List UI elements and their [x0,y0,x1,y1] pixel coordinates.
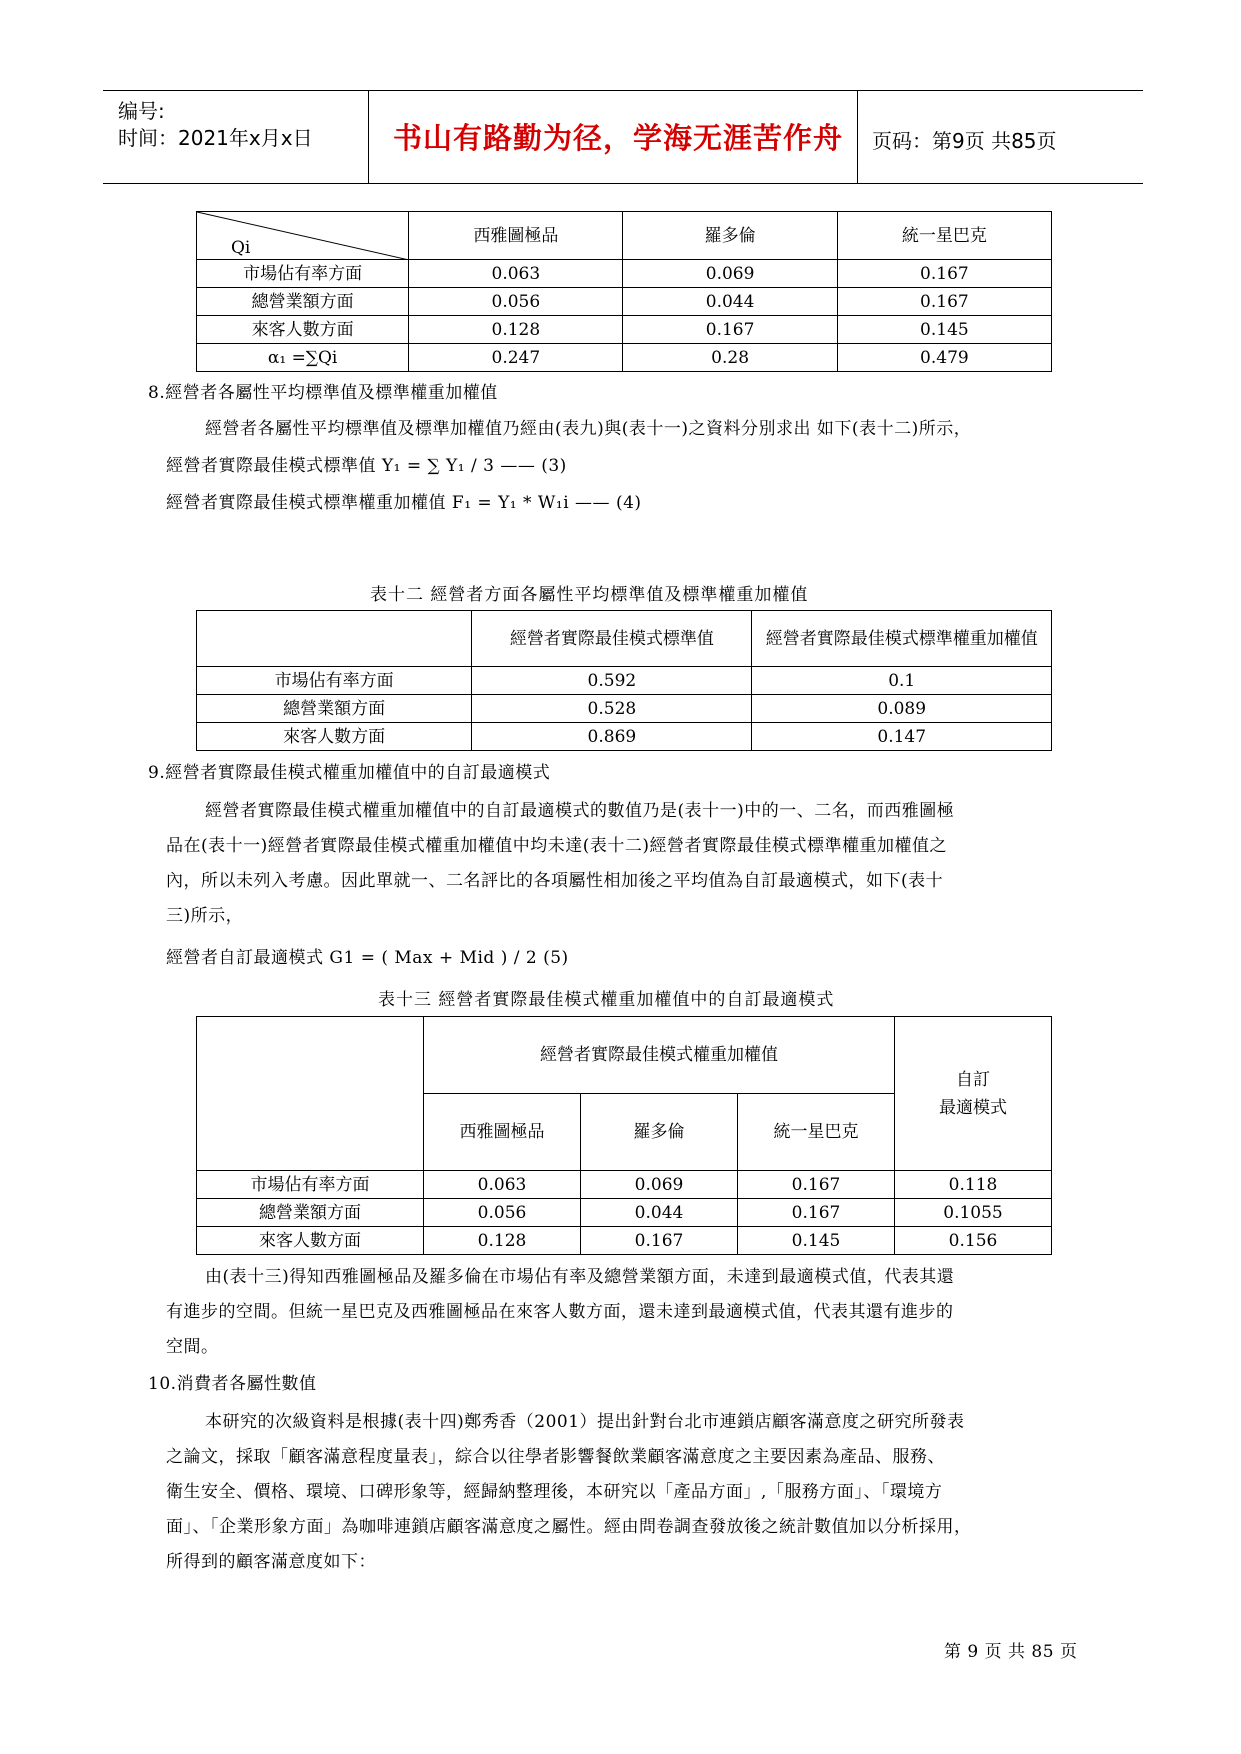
table-cell: 0.044 [623,288,837,316]
row-label: 市場佔有率方面 [197,667,472,695]
column-header: 統一星巴克 [738,1094,895,1171]
table-cell: 0.147 [752,723,1052,751]
row-label: 總營業額方面 [197,288,409,316]
table-row [197,288,1052,316]
table-13 [196,1016,1052,1255]
section-8-heading: 8.經營者各屬性平均標準值及標準權重加權值 [148,383,498,403]
footer-page-number: 第 9 页 共 85 页 [944,1642,1078,1662]
table-cell: 0.479 [837,344,1051,372]
section-10-line-1: 本研究的次級資料是根據(表十四)鄭秀香（2001）提出針對台北市連鎖店顧客滿意度之研究所發表 [205,1412,965,1432]
table-cell: 0.056 [409,288,623,316]
qi-table [196,211,1052,372]
column-header: 西雅圖極品 [409,212,623,260]
table-cell: 0.128 [424,1227,581,1255]
table-cell: 0.167 [837,260,1051,288]
section-9-line-2: 品在(表十一)經營者實際最佳模式權重加權值中均未達(表十二)經營者實際最佳模式標準權重加權值之 [166,836,948,856]
table-row [197,723,1052,751]
table-cell: 0.063 [409,260,623,288]
table-cell: 0.167 [837,288,1051,316]
header-motto: 书山有路勤为径，学海无涯苦作舟 [393,121,844,155]
table-cell: 0.145 [738,1227,895,1255]
table-13-empty-header [197,1017,424,1171]
table-12 [196,610,1052,751]
table-cell: 0.528 [472,695,752,723]
formula-4: 經營者實際最佳模式標準權重加權值 F₁ = Y₁ * W₁i —— (4) [166,493,642,513]
conclusion-line-1: 由(表十三)得知西雅圖極品及羅多倫在市場佔有率及總營業額方面，未達到最適模式值，代表其還 [205,1267,955,1287]
table-12-caption: 表十二 經營者方面各屬性平均標準值及標準權重加權值 [370,585,809,605]
section-10-line-3: 衛生安全、價格、環境、口碑形象等，經歸納整理後，本研究以「產品方面」,「服務方面」、「環境方 [166,1482,943,1502]
row-label: 來客人數方面 [197,1227,424,1255]
section-10-line-2: 之論文，採取「顧客滿意程度量表」，綜合以往學者影響餐飲業顧客滿意度之主要因素為產品、服務、 [166,1447,945,1467]
table-cell: 0.247 [409,344,623,372]
qi-corner-cell [197,212,409,260]
column-header: 西雅圖極品 [424,1094,581,1171]
table-row [197,260,1052,288]
section-9-line-1: 經營者實際最佳模式權重加權值中的自訂最適模式的數值乃是(表十一)中的一、二名，而西雅圖極 [205,801,955,821]
table-cell: 0.063 [424,1171,581,1199]
column-header: 羅多倫 [581,1094,738,1171]
section-10-line-5: 所得到的顧客滿意度如下： [166,1552,376,1572]
table-row [197,1199,1052,1227]
table-row [197,695,1052,723]
table-row [197,1171,1052,1199]
section-9-line-3: 內，所以未列入考慮。因此單就一、二名評比的各項屬性相加後之平均值為自訂最適模式，如下(表十 [166,871,944,891]
table-cell: 0.145 [837,316,1051,344]
group-header: 經營者實際最佳模式權重加權值 [424,1017,895,1094]
column-header: 統一星巴克 [837,212,1051,260]
header-divider-right [857,90,858,183]
table-row [197,316,1052,344]
table-row [197,667,1052,695]
diagonal-line [197,212,409,260]
table-cell: 0.869 [472,723,752,751]
header-bottom-rule [103,183,1143,184]
table-cell: 0.592 [472,667,752,695]
table-cell: 0.044 [581,1199,738,1227]
row-label: 來客人數方面 [197,316,409,344]
header-time-label: 时间：2021年x月x日 [118,126,313,150]
section-9-heading: 9.經營者實際最佳模式權重加權值中的自訂最適模式 [148,763,551,783]
row-label: 總營業額方面 [197,695,472,723]
row-label: 市場佔有率方面 [197,1171,424,1199]
row-label: α₁ =∑Qi [197,344,409,372]
table-cell: 0.167 [623,316,837,344]
table-cell: 0.167 [738,1171,895,1199]
table-cell: 0.156 [895,1227,1052,1255]
section-10-heading: 10.消費者各屬性數值 [148,1374,317,1394]
table-cell: 0.089 [752,695,1052,723]
table-cell: 0.1055 [895,1199,1052,1227]
conclusion-line-3: 空間。 [166,1337,219,1357]
table-cell: 0.118 [895,1171,1052,1199]
qi-corner-label: Qi [231,238,251,258]
table-cell: 0.128 [409,316,623,344]
section-10-line-4: 面」、「企業形象方面」為咖啡連鎖店顧客滿意度之屬性。經由問卷調查發放後之統計數值加以分析採用， [166,1517,972,1537]
row-label: 市場佔有率方面 [197,260,409,288]
table-cell: 0.1 [752,667,1052,695]
row-label: 總營業額方面 [197,1199,424,1227]
header-top-rule [103,90,1143,91]
column-header: 羅多倫 [623,212,837,260]
table-cell: 0.056 [424,1199,581,1227]
formula-3: 經營者實際最佳模式標準值 Y₁ = ∑ Y₁ / 3 —— (3) [166,456,567,476]
section-9-line-4: 三)所示， [166,906,244,926]
table-cell: 0.069 [581,1171,738,1199]
custom-header-line-2: 最適模式 [939,1097,1007,1118]
table-row [197,344,1052,372]
table-13-caption: 表十三 經營者實際最佳模式權重加權值中的自訂最適模式 [378,990,835,1010]
row-label: 來客人數方面 [197,723,472,751]
header-divider-left [368,90,369,183]
table-row [197,1227,1052,1255]
custom-optimal-header [895,1017,1052,1171]
table-12-empty-header [197,611,472,667]
column-header: 經營者實際最佳模式標準值 [472,611,752,667]
table-cell: 0.167 [738,1199,895,1227]
formula-5: 經營者自訂最適模式 G1 = ( Max + Mid ) / 2 (5) [166,948,569,968]
custom-header-line-1: 自訂 [956,1069,990,1090]
table-cell: 0.28 [623,344,837,372]
column-header: 經營者實際最佳模式標準權重加權值 [752,611,1052,667]
header-number-label: 编号: [118,99,165,123]
conclusion-line-2: 有進步的空間。但統一星巴克及西雅圖極品在來客人數方面，還未達到最適模式值，代表其還有進步的 [166,1302,954,1322]
table-cell: 0.069 [623,260,837,288]
section-8-paragraph: 經營者各屬性平均標準值及標準加權值乃經由(表九)與(表十一)之資料分別求出 如下(表十二)所示， [205,419,972,439]
header-page-label: 页码：第9页 共85页 [872,129,1057,153]
table-cell: 0.167 [581,1227,738,1255]
